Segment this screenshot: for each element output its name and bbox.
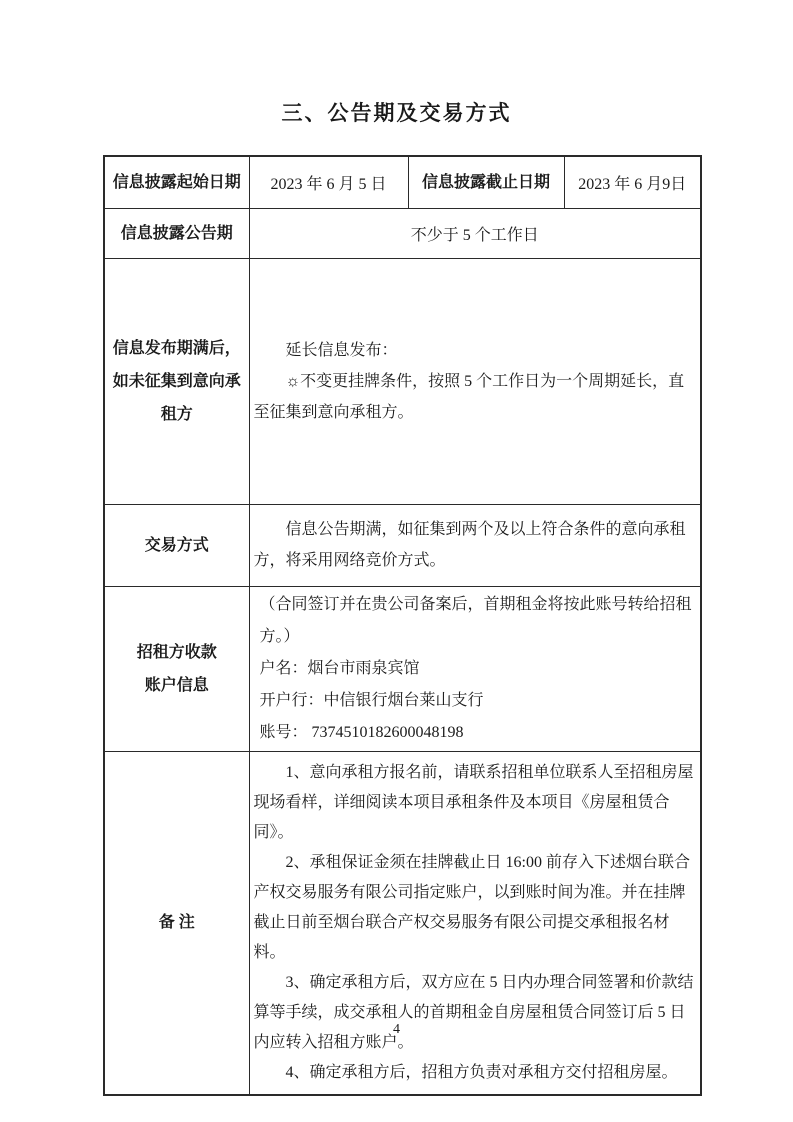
remarks-value xyxy=(249,751,701,1095)
account-name: 户名：烟台市雨泉宾馆 xyxy=(259,659,420,677)
remarks-item-3: 3、确定承租方后，双方应在 5 日内办理合同签署和价款结算等手续，成交承租人的首期租金自房屋租赁合同签订后 5 日内应转入招租方账户。 xyxy=(253,973,694,1051)
extension-rule-label: 信息发布期满后，如未征集到意向承租方 xyxy=(104,258,249,504)
extension-rule-value xyxy=(249,258,701,504)
account-note: （合同签订并在贵公司备案后，首期租金将按此账号转给招租方。） xyxy=(259,595,692,645)
page-title: 三、公告期及交易方式 xyxy=(281,101,512,125)
table-row xyxy=(104,504,701,586)
landlord-account-label-line-2: 账户信息 xyxy=(144,676,209,694)
extension-line-1: 延长信息发布： xyxy=(285,341,398,359)
transaction-method-text: 信息公告期满，如征集到两个及以上符合条件的意向承租方，将采用网络竞价方式。 xyxy=(253,521,686,569)
remarks-item-4: 4、确定承租方后，招租方负责对承租方交付招租房屋。 xyxy=(285,1063,678,1081)
announcement-period-value: 不少于 5 个工作日 xyxy=(249,208,701,258)
transaction-method-value xyxy=(249,504,701,586)
table-row xyxy=(104,156,701,208)
landlord-account-label xyxy=(104,586,249,751)
disclosure-end-date-value: 2023 年 6 月9日 xyxy=(564,156,701,208)
landlord-account-value xyxy=(249,586,701,751)
remarks-label: 备 注 xyxy=(104,751,249,1095)
table-row xyxy=(104,258,701,504)
page-number: 4 xyxy=(393,1022,400,1037)
announcement-period-label: 信息披露公告期 xyxy=(104,208,249,258)
account-number: 账号： 7374510182600048198 xyxy=(259,723,464,741)
landlord-account-label-line-1: 招租方收款 xyxy=(136,643,217,661)
remarks-item-2: 2、承租保证金须在挂牌截止日 16:00 前存入下述烟台联合产权交易服务有限公司指定账户，以到账时间为准。并在挂牌截止日前至烟台联合产权交易服务有限公司提交承租报名材料。 xyxy=(253,853,690,961)
table-row xyxy=(104,208,701,258)
disclosure-start-date-value: 2023 年 6 月 5 日 xyxy=(249,156,408,208)
disclosure-start-date-label: 信息披露起始日期 xyxy=(104,156,249,208)
announcement-info-table xyxy=(103,155,702,1096)
transaction-method-label: 交易方式 xyxy=(104,504,249,586)
table-row xyxy=(104,751,701,1095)
disclosure-end-date-label: 信息披露截止日期 xyxy=(408,156,564,208)
table-row xyxy=(104,586,701,751)
extension-line-2: ☼不变更挂牌条件，按照 5 个工作日为一个周期延长，直至征集到意向承租方。 xyxy=(253,372,685,421)
account-bank: 开户行：中信银行烟台莱山支行 xyxy=(259,691,484,709)
remarks-item-1: 1、意向承租方报名前，请联系招租单位联系人至招租房屋现场看样，详细阅读本项目承租条件及本项目《房屋租赁合同》。 xyxy=(253,763,694,841)
